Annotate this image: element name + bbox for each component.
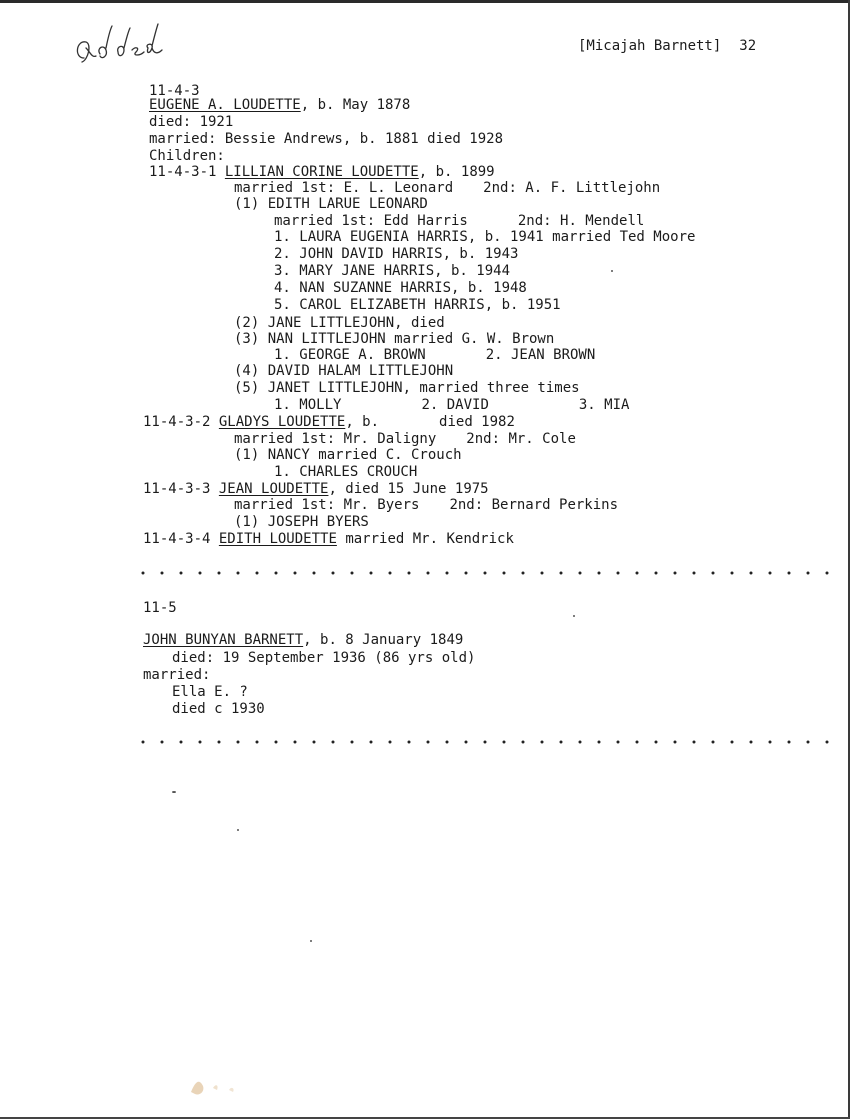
person-line [143,632,463,648]
marriage-info [234,431,576,447]
page-header [578,38,756,54]
grandchild-line: (3) NAN LITTLEJOHN married G. W. Brown [234,331,555,347]
descendant-line [274,347,595,363]
scan-speck [310,940,312,942]
marriage-second: 2nd: Bernard Perkins [449,497,619,513]
marriage-first: married 1st: Mr. Daligny [234,431,437,447]
descendant-line: 1. LAURA EUGENIA HARRIS, b. 1941 married Ted Moore [274,229,696,245]
scan-edge-top [0,0,850,3]
marriage-info [274,213,644,229]
child-line [143,481,489,497]
grandchild-line: (4) DAVID HALAM LITTLEJOHN [234,363,454,379]
marriage-label: married: [143,667,211,683]
descendant-name: 2. JEAN BROWN [485,347,596,363]
marriage-info: married: Bessie Andrews, b. 1881 died 1928 [149,131,504,147]
marriage-second: 2nd: H. Mendell [517,213,645,229]
descendant-line: 5. CAROL ELIZABETH HARRIS, b. 1951 [274,297,561,313]
marriage-first: married 1st: Edd Harris [274,213,468,229]
birth-info: , b. [345,414,380,430]
entry-id: 11-4-3 [149,83,200,99]
person-line [149,97,410,113]
child-line [143,414,515,430]
person-name: LILLIAN CORINE LOUDETTE [224,164,419,180]
marriage-info: married Mr. Kendrick [336,531,514,547]
descendant-name: 2. DAVID [421,397,489,413]
marriage-second: 2nd: Mr. Cole [466,431,576,447]
grandchild-line: (1) EDITH LARUE LEONARD [234,196,428,212]
person-name: GLADYS LOUDETTE [218,414,346,430]
entry-id: 11-4-3-4 [143,531,211,547]
descendant-name: 1. MOLLY [274,397,342,413]
person-name: JEAN LOUDETTE [218,481,329,497]
spouse-name: Ella E. ? [172,684,248,700]
grandchild-line: (1) JOSEPH BYERS [234,514,369,530]
child-line [149,164,495,180]
entry-id: 11-4-3-3 [143,481,211,497]
scan-speck [573,615,575,617]
birth-info: , b. May 1878 [300,97,411,113]
entry-id: 11-5 [143,600,177,616]
spouse-death: died c 1930 [172,701,265,717]
death-info: died: 19 September 1936 (86 yrs old) [172,650,476,666]
grandchild-line: (5) JANET LITTLEJOHN, married three times [234,380,580,396]
descendant-name: 1. GEORGE A. BROWN [274,347,426,363]
birth-info: , b. 1899 [418,164,495,180]
marriage-first: married 1st: E. L. Leonard [234,180,454,196]
death-info: died: 1921 [149,114,234,130]
handwritten-note [70,18,170,68]
descendant-line: 4. NAN SUZANNE HARRIS, b. 1948 [274,280,527,296]
death-info: died 1982 [439,414,515,430]
page-number: 32 [739,38,757,54]
dotted-separator [140,570,830,576]
children-label: Children: [149,148,225,164]
scan-speck [611,270,613,272]
grandchild-line: (1) NANCY married C. Crouch [234,447,462,463]
stain-mark [185,1072,245,1098]
descendant-line [274,397,629,413]
death-info: , died 15 June 1975 [328,481,489,497]
entry-id: 11-4-3-2 [143,414,211,430]
marriage-first: married 1st: Mr. Byers [234,497,420,513]
child-line [143,531,514,547]
grandchild-line: (2) JANE LITTLEJOHN, died [234,315,445,331]
descendant-line: 3. MARY JANE HARRIS, b. 1944 [274,263,511,279]
marriage-info [234,180,660,196]
descendant-name: 3. MIA [578,397,630,413]
descendant-line: 1. CHARLES CROUCH [274,464,418,480]
birth-info: , b. 8 January 1849 [303,632,464,648]
dotted-separator [140,739,830,745]
scan-speck [237,829,239,831]
person-name: EUGENE A. LOUDETTE [149,97,301,113]
marriage-second: 2nd: A. F. Littlejohn [483,180,661,196]
scan-speck [172,791,176,793]
person-name: JOHN BUNYAN BARNETT [143,632,304,648]
marriage-info [234,497,618,513]
header-title: [Micajah Barnett] [578,38,722,54]
descendant-line: 2. JOHN DAVID HARRIS, b. 1943 [274,246,519,262]
entry-id: 11-4-3-1 [149,164,217,180]
person-name: EDITH LOUDETTE [218,531,337,547]
